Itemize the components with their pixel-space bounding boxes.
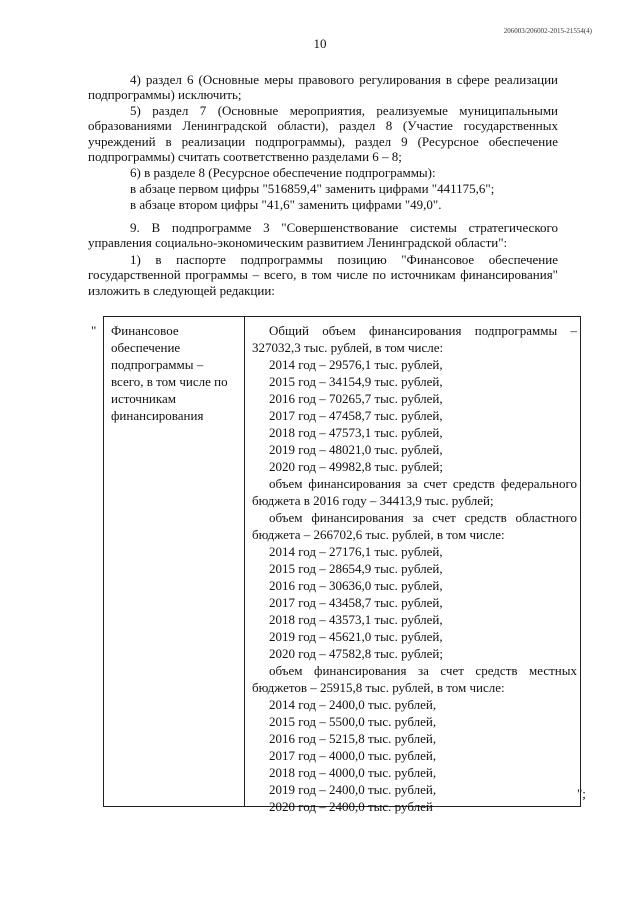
list-item: 2020 год – 2400,0 тыс. рублей	[269, 799, 433, 814]
table-value-cell	[252, 322, 577, 815]
list-item: 2017 год – 4000,0 тыс. рублей,	[269, 748, 437, 763]
regional-years-list	[252, 543, 577, 662]
list-item: 2015 год – 28654,9 тыс. рублей,	[269, 561, 443, 576]
list-item: 2019 год – 45621,0 тыс. рублей,	[269, 629, 443, 644]
list-item: 2017 год – 43458,7 тыс. рублей,	[269, 595, 443, 610]
list-item: 2020 год – 47582,8 тыс. рублей;	[269, 646, 443, 661]
list-item: 2016 год – 30636,0 тыс. рублей,	[269, 578, 443, 593]
local-years-list	[252, 696, 577, 815]
list-item: 2017 год – 47458,7 тыс. рублей,	[269, 408, 443, 423]
list-item: 2014 год – 27176,1 тыс. рублей,	[269, 544, 443, 559]
list-item: 2019 год – 2400,0 тыс. рублей,	[269, 782, 437, 797]
amendment-subitem-2: в абзаце втором цифры "41,6" заменить цифрами "49,0".	[130, 197, 442, 212]
amendment-item-4: 4) раздел 6 (Основные меры правового регулирования в сфере реализации подпрограммы) исключить;	[88, 72, 558, 103]
list-item: 2018 год – 43573,1 тыс. рублей,	[269, 612, 443, 627]
amendment-item-6: 6) в разделе 8 (Ресурсное обеспечение подпрограммы):	[130, 165, 436, 180]
page-number: 10	[313, 36, 327, 51]
financing-table	[103, 316, 581, 814]
amendment-item-9-1: 1) в паспорте подпрограммы позицию "Финансовое обеспечение государственной программы – всего, в том числе по источникам финансирования" изложить в следующей редакции:	[88, 252, 558, 298]
list-item: 2018 год – 47573,1 тыс. рублей,	[269, 425, 443, 440]
local-financing: объем финансирования за счет средств местных бюджетов – 25915,8 тыс. рублей, в том числе:	[252, 663, 577, 695]
total-years-list	[252, 356, 577, 475]
document-code: 206003/206002-2015-21554(4)	[503, 27, 592, 35]
amendment-subitem-1: в абзаце первом цифры "516859,4" заменить цифрами "441175,6";	[130, 181, 495, 196]
regional-financing: объем финансирования за счет средств областного бюджета – 266702,6 тыс. рублей, в том числе:	[252, 510, 577, 542]
list-item: 2020 год – 49982,8 тыс. рублей;	[269, 459, 443, 474]
list-item: 2016 год – 5215,8 тыс. рублей,	[269, 731, 437, 746]
total-financing: Общий объем финансирования подпрограммы – 327032,3 тыс. рублей, в том числе:	[252, 323, 577, 355]
list-item: 2015 год – 5500,0 тыс. рублей,	[269, 714, 437, 729]
list-item: 2018 год – 4000,0 тыс. рублей,	[269, 765, 437, 780]
amendment-item-5: 5) раздел 7 (Основные мероприятия, реализуемые муниципальными образованиями Ленинградской области), раздел 8 (Участие государственных учреждений в реализации подпрограммы), раздел 9 (Ресурсное обеспечение подпрограммы) считать соответственно разделами 6 – 8;	[88, 103, 558, 165]
table-column-divider	[244, 317, 245, 806]
open-quote: "	[91, 323, 97, 338]
list-item: 2014 год – 29576,1 тыс. рублей,	[269, 357, 443, 372]
federal-financing: объем финансирования за счет средств федерального бюджета в 2016 году – 34413,9 тыс. рублей;	[252, 476, 577, 508]
table-label-cell: Финансовое обеспечение подпрограммы – всего, в том числе по источникам финансирования	[111, 323, 228, 423]
amendment-item-9: 9. В подпрограмме 3 "Совершенствование системы стратегического управления социально-экономическим развитием Ленинградской области":	[88, 220, 558, 251]
close-quote: ";	[577, 786, 586, 801]
list-item: 2015 год – 34154,9 тыс. рублей,	[269, 374, 443, 389]
list-item: 2014 год – 2400,0 тыс. рублей,	[269, 697, 437, 712]
list-item: 2019 год – 48021,0 тыс. рублей,	[269, 442, 443, 457]
list-item: 2016 год – 70265,7 тыс. рублей,	[269, 391, 443, 406]
